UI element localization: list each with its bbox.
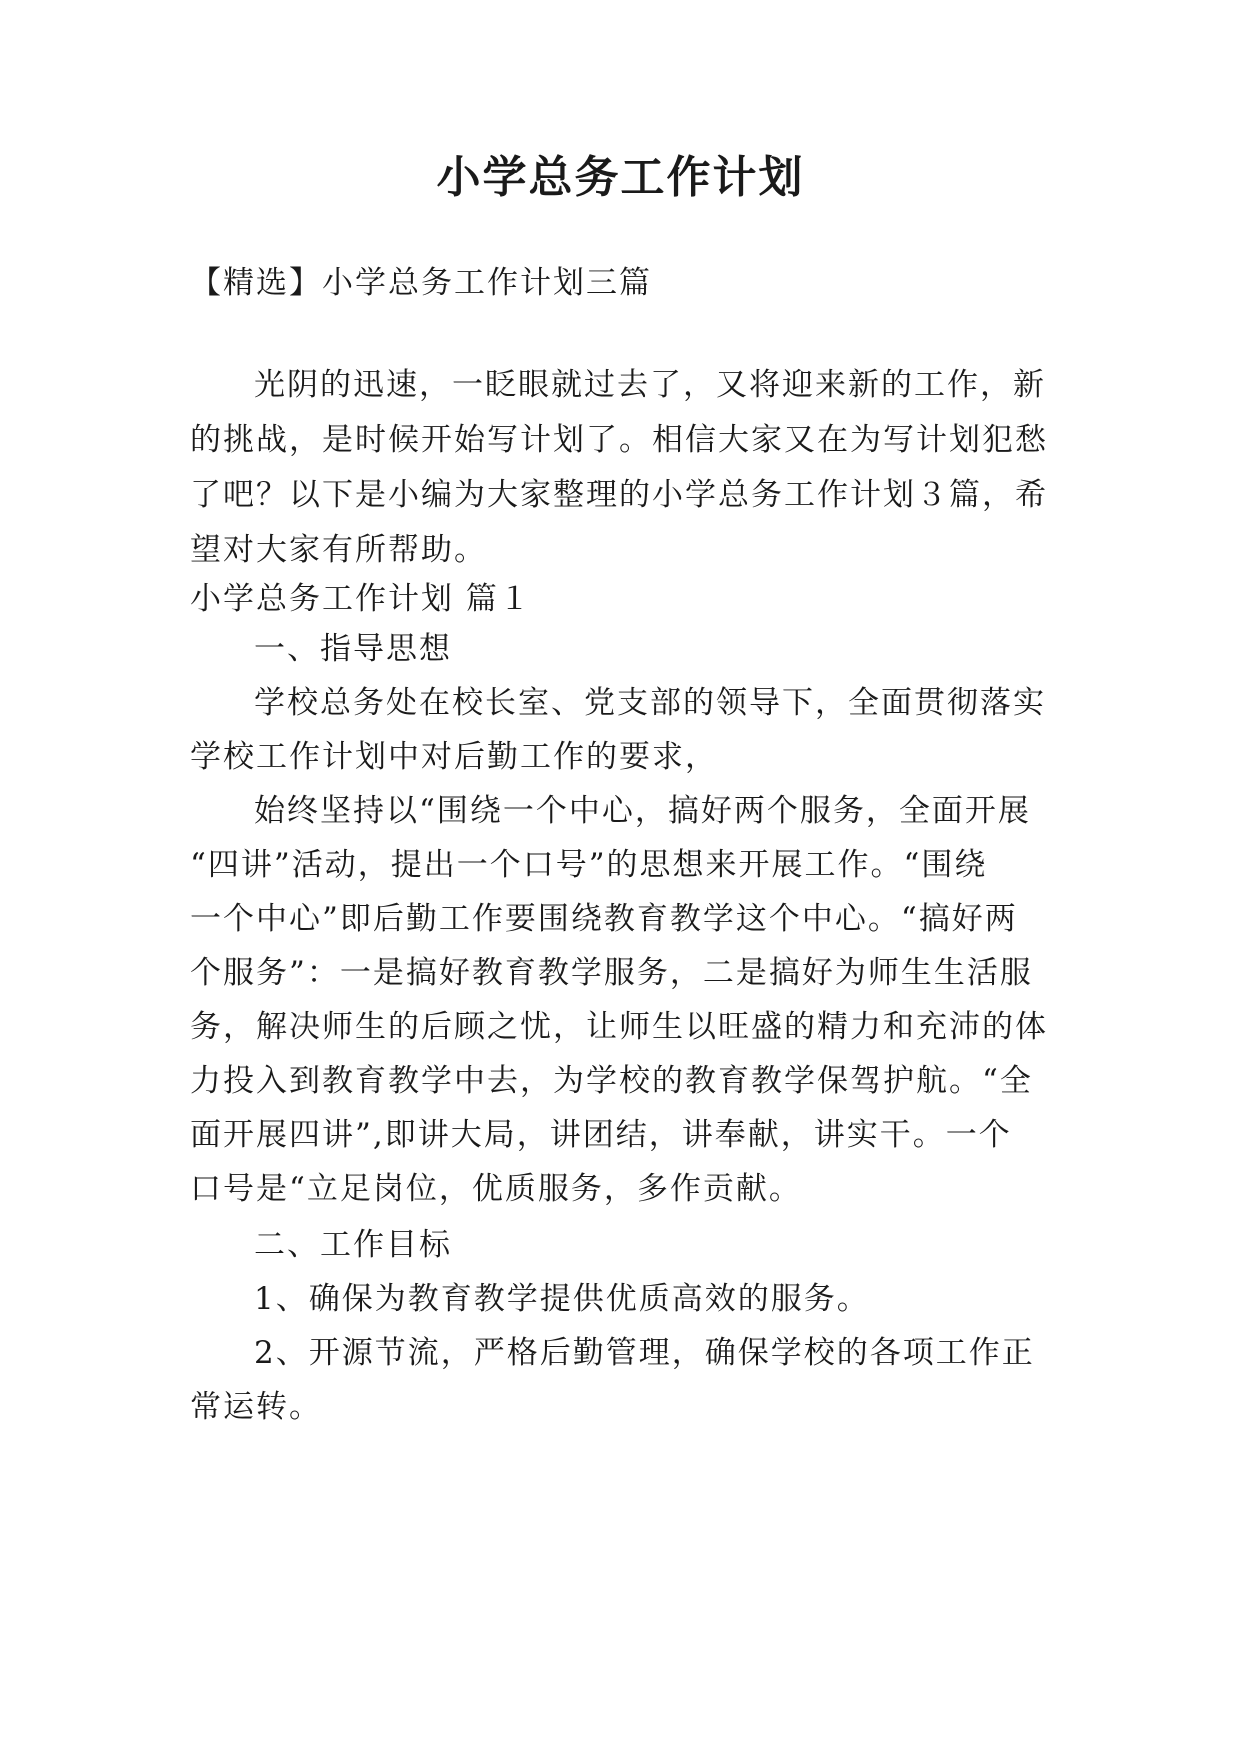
paragraph-line: 始终坚持以“围绕一个中心，搞好两个服务，全面开展 bbox=[254, 793, 1031, 829]
paragraph-line: 务，解决师生的后顾之忧，让师生以旺盛的精力和充沛的体 bbox=[190, 1009, 1048, 1045]
section-heading: 小学总务工作计划 篇１ bbox=[190, 581, 532, 617]
list-item: 2、开源节流，严格后勤管理，确保学校的各项工作正 bbox=[254, 1335, 1035, 1371]
intro-line: 了吧？以下是小编为大家整理的小学总务工作计划３篇，希 bbox=[190, 477, 1048, 513]
paragraph-line: 学校工作计划中对后勤工作的要求， bbox=[190, 739, 718, 775]
paragraph-line: 一个中心”即后勤工作要围绕教育教学这个中心。“搞好两 bbox=[190, 901, 1018, 937]
paragraph-line: 学校总务处在校长室、党支部的领导下，全面贯彻落实 bbox=[254, 685, 1046, 721]
intro-line: 望对大家有所帮助。 bbox=[190, 532, 487, 568]
paragraph-line: “四讲”活动，提出一个口号”的思想来开展工作。“围绕 bbox=[190, 847, 988, 883]
heading-guiding-ideology: 一、指导思想 bbox=[254, 631, 452, 667]
subtitle: 【精选】小学总务工作计划三篇 bbox=[190, 265, 652, 301]
heading-work-goals: 二、工作目标 bbox=[254, 1227, 452, 1263]
paragraph-line: 力投入到教育教学中去，为学校的教育教学保驾护航。“全 bbox=[190, 1063, 1033, 1099]
intro-line: 光阴的迅速，一眨眼就过去了，又将迎来新的工作，新 bbox=[254, 367, 1046, 403]
paragraph-line: 口号是“立足岗位，优质服务，多作贡献。 bbox=[190, 1171, 802, 1207]
paragraph-line: 个服务”：一是搞好教育教学服务，二是搞好为师生生活服 bbox=[190, 955, 1033, 991]
list-item-continuation: 常运转。 bbox=[190, 1389, 322, 1425]
list-item: 1、确保为教育教学提供优质高效的服务。 bbox=[254, 1281, 870, 1317]
intro-line: 的挑战，是时候开始写计划了。相信大家又在为写计划犯愁 bbox=[190, 422, 1048, 458]
paragraph-line: 面开展四讲”,即讲大局，讲团结，讲奉献，讲实干。一个 bbox=[190, 1117, 1012, 1153]
page-title: 小学总务工作计划 bbox=[436, 152, 805, 203]
